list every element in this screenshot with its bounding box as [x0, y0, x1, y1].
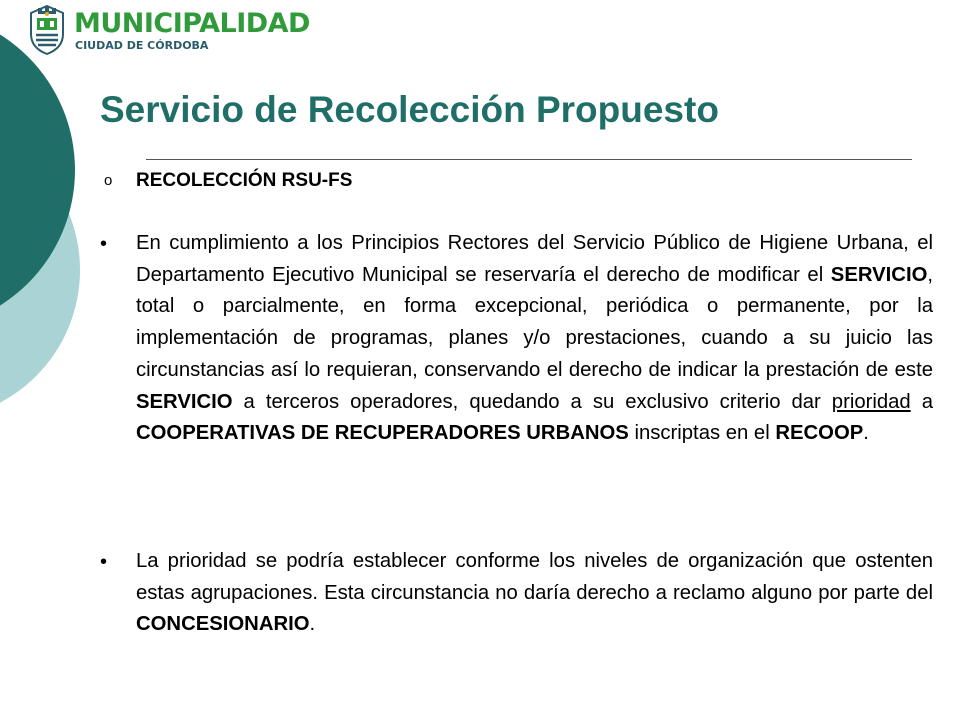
slide-title: Servicio de Recolección Propuesto: [100, 89, 719, 130]
bullet-marker: •: [100, 233, 108, 255]
logo-city-name: CIUDAD DE CÓRDOBA: [75, 39, 209, 52]
subtitle-bullet: o: [104, 172, 113, 189]
subtitle-item: [100, 168, 920, 194]
city-coat-of-arms-icon: [26, 4, 68, 56]
subtitle-text: RECOLECCIÓN RSU-FS: [136, 170, 353, 191]
paragraph-priority: La prioridad se podría establecer conforme los niveles de organización que ostenten estas agrupaciones. Esta circunstancia no daría derecho a reclamo alguno por parte del CONCESIONARIO.: [136, 550, 933, 636]
municipalidad-logo: [26, 4, 310, 56]
title-divider: [146, 159, 912, 160]
paragraph-service-modification: En cumplimiento a los Principios Rectores del Servicio Público de Higiene Urbana, el Departamento Ejecutivo Municipal se reservaría el derecho de modificar el SERVICIO, total o parcialmente, en forma excepcional, periódica o permanente, por la implementación de programas, planes y/o prestaciones, cuando a su juicio las circunstancias así lo requieran, conservando el derecho de indicar la prestación de este SERVICIO a terceros operadores, quedando a su exclusivo criterio dar prioridad a COOPERATIVAS DE RECUPERADORES URBANOS inscriptas en el RECOOP.: [136, 232, 933, 445]
logo-wordmark: MUNICIPALIDAD: [74, 8, 310, 39]
bullet-marker: •: [100, 551, 108, 573]
